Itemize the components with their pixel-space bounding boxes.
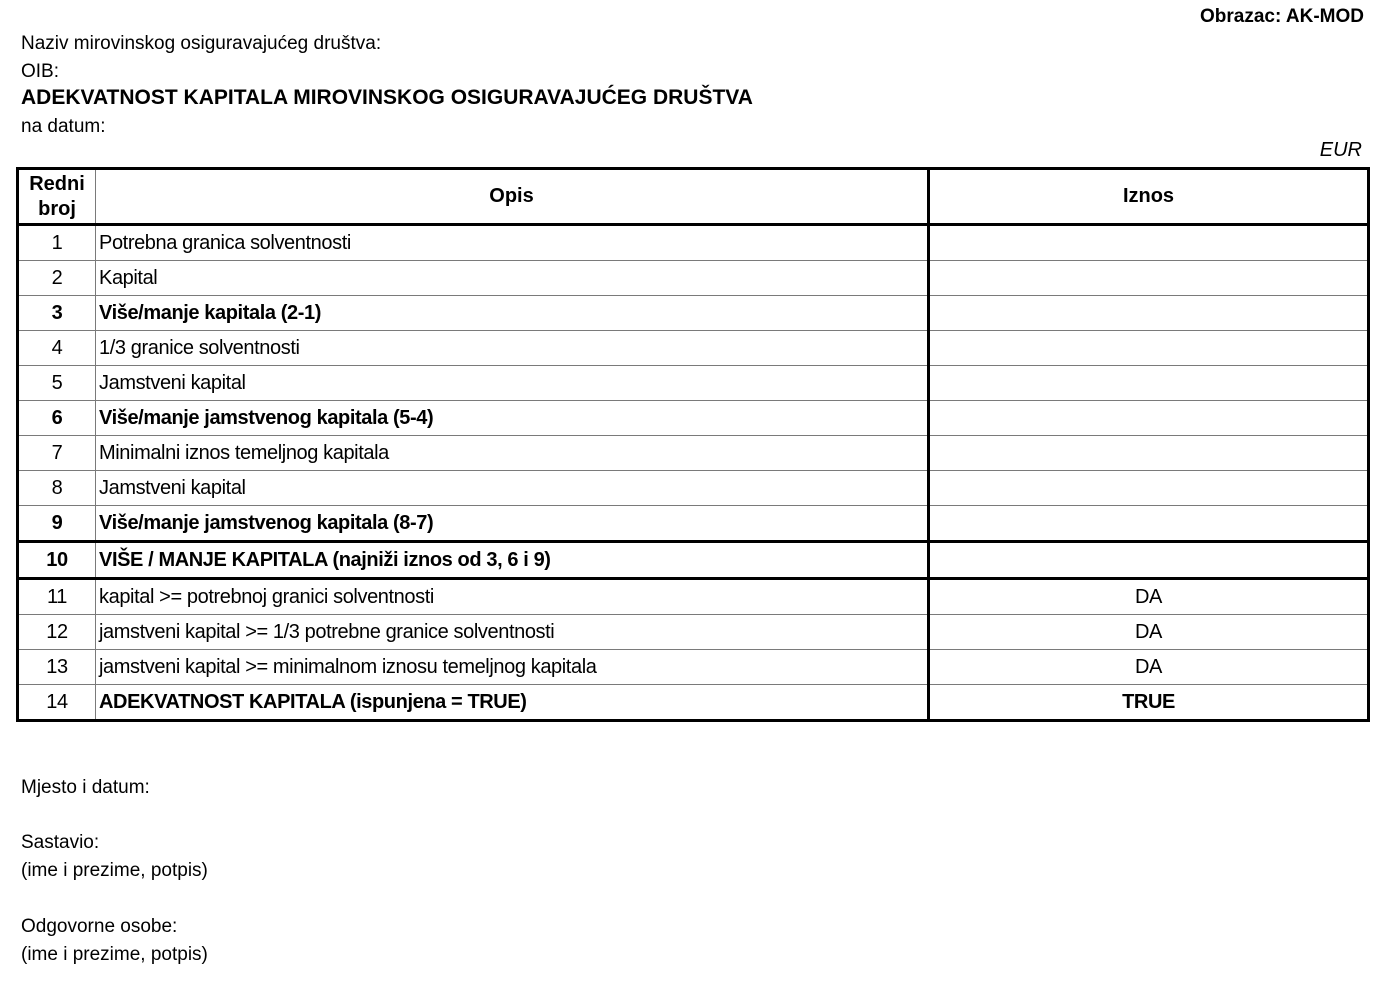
row-amount-cell[interactable] <box>929 401 1369 436</box>
row-description-cell: kapital >= potrebnoj granici solventnosti <box>96 579 929 615</box>
table-row <box>18 685 1369 721</box>
compiled-by-hint: (ime i prezime, potpis) <box>21 860 208 881</box>
row-amount-cell[interactable] <box>929 261 1369 296</box>
column-header-number: Redni broj <box>18 169 96 225</box>
table-row <box>18 471 1369 506</box>
row-number-cell: 2 <box>18 261 96 296</box>
row-description-cell: Kapital <box>96 261 929 296</box>
row-amount-cell[interactable] <box>929 331 1369 366</box>
row-description-cell: Potrebna granica solventnosti <box>96 225 929 261</box>
table-row <box>18 542 1369 579</box>
row-description-cell: jamstveni kapital >= minimalnom iznosu temeljnog kapitala <box>96 650 929 685</box>
row-amount-cell[interactable] <box>929 471 1369 506</box>
row-amount-cell[interactable] <box>929 366 1369 401</box>
table-row <box>18 366 1369 401</box>
row-description-cell: Jamstveni kapital <box>96 366 929 401</box>
row-number-cell: 7 <box>18 436 96 471</box>
row-amount-cell[interactable] <box>929 225 1369 261</box>
row-number-cell: 4 <box>18 331 96 366</box>
table-row <box>18 650 1369 685</box>
column-header-description: Opis <box>96 169 929 225</box>
row-number-cell: 3 <box>18 296 96 331</box>
form-code: Obrazac: AK-MOD <box>1200 6 1364 27</box>
oib-label: OIB: <box>21 61 60 82</box>
row-number-cell: 9 <box>18 506 96 542</box>
row-number-cell: 10 <box>18 542 96 579</box>
table-row <box>18 579 1369 615</box>
table-row <box>18 506 1369 542</box>
row-number-cell: 14 <box>18 685 96 721</box>
row-description-cell: Jamstveni kapital <box>96 471 929 506</box>
date-label: na datum: <box>21 116 106 137</box>
row-description-cell: Minimalni iznos temeljnog kapitala <box>96 436 929 471</box>
table-row <box>18 261 1369 296</box>
table-row <box>18 296 1369 331</box>
row-description-cell: Više/manje jamstvenog kapitala (8-7) <box>96 506 929 542</box>
responsible-persons-hint: (ime i prezime, potpis) <box>21 944 208 965</box>
row-description-cell: Više/manje kapitala (2-1) <box>96 296 929 331</box>
row-amount-cell[interactable]: DA <box>929 650 1369 685</box>
row-amount-cell[interactable]: TRUE <box>929 685 1369 721</box>
column-header-amount: Iznos <box>929 169 1369 225</box>
capital-adequacy-table <box>16 167 1370 722</box>
currency-label: EUR <box>1319 139 1362 161</box>
row-amount-cell[interactable] <box>929 506 1369 542</box>
row-description-cell: Više/manje jamstvenog kapitala (5-4) <box>96 401 929 436</box>
row-description-cell: VIŠE / MANJE KAPITALA (najniži iznos od 3, 6 i 9) <box>96 542 929 579</box>
table-row <box>18 331 1369 366</box>
row-number-cell: 12 <box>18 615 96 650</box>
table-row <box>18 401 1369 436</box>
place-date-label: Mjesto i datum: <box>21 777 150 798</box>
table-row <box>18 436 1369 471</box>
row-description-cell: jamstveni kapital >= 1/3 potrebne granice solventnosti <box>96 615 929 650</box>
table-header-row <box>18 169 1369 225</box>
row-number-cell: 5 <box>18 366 96 401</box>
row-number-cell: 6 <box>18 401 96 436</box>
table-row <box>18 225 1369 261</box>
row-amount-cell[interactable] <box>929 436 1369 471</box>
row-number-cell: 8 <box>18 471 96 506</box>
row-number-cell: 13 <box>18 650 96 685</box>
row-amount-cell[interactable] <box>929 542 1369 579</box>
row-number-cell: 1 <box>18 225 96 261</box>
compiled-by-label: Sastavio: <box>21 832 100 853</box>
document-title: ADEKVATNOST KAPITALA MIROVINSKOG OSIGURAVAJUĆEG DRUŠTVA <box>21 86 753 109</box>
row-amount-cell[interactable] <box>929 296 1369 331</box>
row-description-cell: 1/3 granice solventnosti <box>96 331 929 366</box>
row-amount-cell[interactable]: DA <box>929 615 1369 650</box>
row-description-cell: ADEKVATNOST KAPITALA (ispunjena = TRUE) <box>96 685 929 721</box>
table-body <box>18 225 1369 721</box>
row-amount-cell[interactable]: DA <box>929 579 1369 615</box>
table-row <box>18 615 1369 650</box>
row-number-cell: 11 <box>18 579 96 615</box>
company-name-label: Naziv mirovinskog osiguravajućeg društva: <box>21 33 382 54</box>
responsible-persons-label: Odgovorne osobe: <box>21 916 178 937</box>
